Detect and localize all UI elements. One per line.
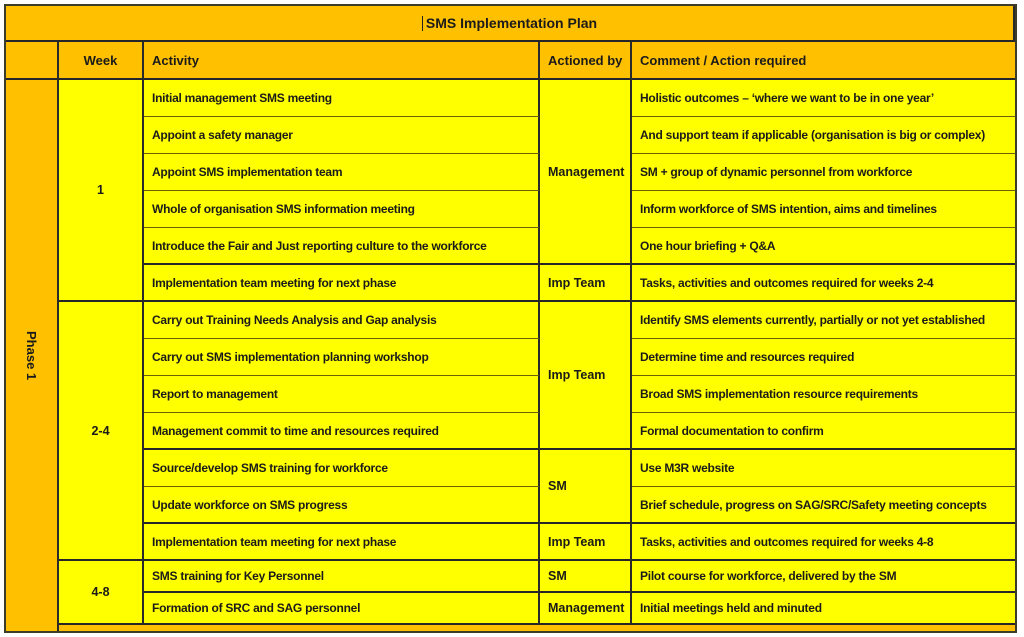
bottom-strip xyxy=(59,625,1015,631)
week-cell: 1 xyxy=(59,80,144,302)
comment-cell: Use M3R website xyxy=(632,450,1015,487)
phase-cell: Phase 1 xyxy=(6,80,59,631)
header-cell-activity: Activity xyxy=(144,42,540,80)
comment-cell: One hour briefing + Q&A xyxy=(632,228,1015,265)
text-cursor-caret xyxy=(422,16,423,31)
comment-cell: Identify SMS elements currently, partially or not yet established xyxy=(632,302,1015,339)
actioned-cell: Imp Team xyxy=(540,265,632,302)
activity-cell: Whole of organisation SMS information meeting xyxy=(144,191,540,228)
activity-cell: Management commit to time and resources required xyxy=(144,413,540,450)
week-cell: 4-8 xyxy=(59,561,144,625)
comment-cell: Holistic outcomes – ‘where we want to be in one year’ xyxy=(632,80,1015,117)
activity-cell: Introduce the Fair and Just reporting culture to the workforce xyxy=(144,228,540,265)
comment-cell: Inform workforce of SMS intention, aims and timelines xyxy=(632,191,1015,228)
activity-cell: Report to management xyxy=(144,376,540,413)
page-title xyxy=(6,6,1015,42)
comment-cell: Broad SMS implementation resource requirements xyxy=(632,376,1015,413)
actioned-cell: Management xyxy=(540,80,632,265)
activity-cell: Source/develop SMS training for workforce xyxy=(144,450,540,487)
comment-cell: And support team if applicable (organisation is big or complex) xyxy=(632,117,1015,154)
actioned-cell: SM xyxy=(540,450,632,524)
activity-cell: Carry out Training Needs Analysis and Gap analysis xyxy=(144,302,540,339)
actioned-cell: Imp Team xyxy=(540,302,632,450)
comment-cell: Tasks, activities and outcomes required for weeks 4-8 xyxy=(632,524,1015,561)
activity-cell: Update workforce on SMS progress xyxy=(144,487,540,524)
activity-cell: Carry out SMS implementation planning workshop xyxy=(144,339,540,376)
comment-cell: Brief schedule, progress on SAG/SRC/Safety meeting concepts xyxy=(632,487,1015,524)
actioned-cell: SM xyxy=(540,561,632,593)
actioned-cell: Management xyxy=(540,593,632,625)
activity-cell: Formation of SRC and SAG personnel xyxy=(144,593,540,625)
comment-cell: SM + group of dynamic personnel from workforce xyxy=(632,154,1015,191)
activity-cell: Implementation team meeting for next phase xyxy=(144,265,540,302)
week-cell: 2-4 xyxy=(59,302,144,561)
comment-cell: Pilot course for workforce, delivered by the SM xyxy=(632,561,1015,593)
page-title-text: SMS Implementation Plan xyxy=(425,15,598,31)
plan-table xyxy=(4,4,1017,633)
activity-cell: Appoint a safety manager xyxy=(144,117,540,154)
activity-cell: SMS training for Key Personnel xyxy=(144,561,540,593)
activity-cell: Implementation team meeting for next phase xyxy=(144,524,540,561)
header-cell-actioned-by: Actioned by xyxy=(540,42,632,80)
header-cell-comment: Comment / Action required xyxy=(632,42,1015,80)
comment-cell: Determine time and resources required xyxy=(632,339,1015,376)
comment-cell: Formal documentation to confirm xyxy=(632,413,1015,450)
header-cell-week: Week xyxy=(59,42,144,80)
activity-cell: Initial management SMS meeting xyxy=(144,80,540,117)
actioned-cell: Imp Team xyxy=(540,524,632,561)
comment-cell: Initial meetings held and minuted xyxy=(632,593,1015,625)
phase-header-cell xyxy=(6,42,59,80)
activity-cell: Appoint SMS implementation team xyxy=(144,154,540,191)
comment-cell: Tasks, activities and outcomes required for weeks 2-4 xyxy=(632,265,1015,302)
